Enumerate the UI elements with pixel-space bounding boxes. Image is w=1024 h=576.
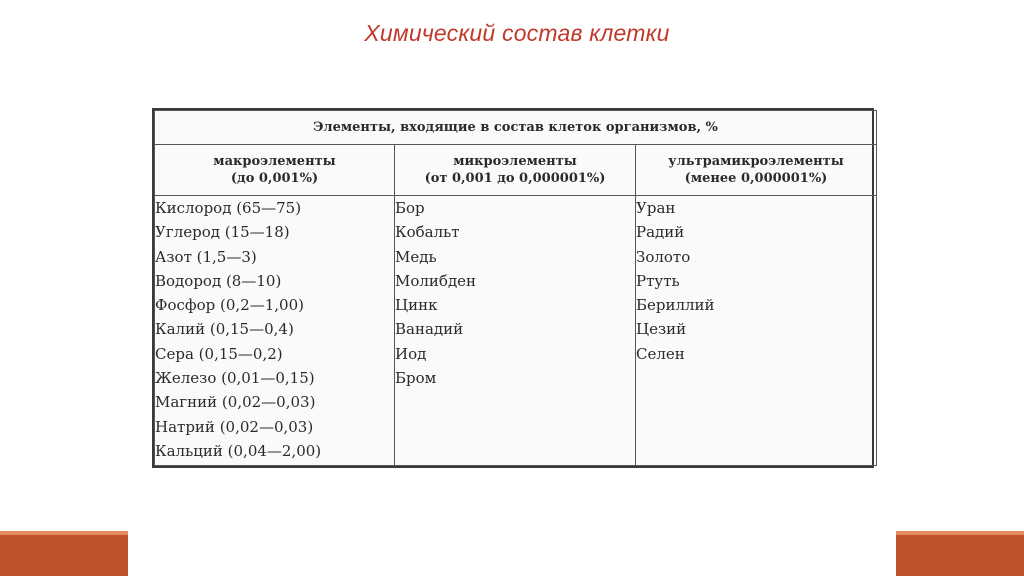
accent-stripe (0, 531, 128, 535)
accent-stripe (896, 531, 1024, 535)
list-item: Водород (8—10) (155, 271, 282, 290)
list-item: Магний (0,02—0,03) (155, 393, 316, 412)
list-item: Кальций (0,04—2,00) (155, 441, 322, 460)
list-item: Кислород (65—75) (155, 199, 302, 217)
column-header-micro (395, 145, 636, 196)
list-item: Селен (636, 344, 685, 363)
column-header-name: макроэлементы (213, 154, 336, 169)
list-item: Ртуть (636, 271, 680, 290)
list-item: Бром (395, 369, 437, 388)
list-item: Медь (395, 247, 437, 266)
list-item: Золото (636, 247, 691, 266)
table-header-row (155, 145, 877, 196)
elements-table (154, 110, 877, 466)
accent-bar-left (0, 531, 128, 576)
list-item: Ванадий (395, 320, 464, 339)
list-item: Цезий (636, 320, 687, 339)
table-body-row (155, 196, 877, 466)
table-caption-row (155, 111, 877, 145)
list-item: Калий (0,15—0,4) (155, 320, 294, 339)
list-item: Бор (395, 199, 425, 217)
column-header-ultramicro (636, 145, 877, 196)
list-item: Кобальт (395, 223, 460, 242)
list-item: Сера (0,15—0,2) (155, 344, 283, 363)
list-item: Молибден (395, 271, 477, 290)
column-header-range: (менее 0,000001%) (684, 171, 828, 186)
list-item: Фосфор (0,2—1,00) (155, 296, 304, 315)
list-item: Иод (395, 344, 427, 363)
accent-bar-right (896, 531, 1024, 576)
list-item: Бериллий (636, 296, 715, 315)
list-item: Уран (636, 199, 676, 217)
list-item: Железо (0,01—0,15) (155, 369, 315, 388)
table-caption: Элементы, входящие в состав клеток организмов, % (155, 111, 877, 145)
slide-title: Химический состав клетки (364, 20, 670, 46)
column-header-range: (до 0,001%) (230, 171, 319, 186)
column-header-name: ультрамикроэлементы (668, 154, 844, 169)
elements-table-frame (152, 108, 874, 468)
list-item: Натрий (0,02—0,03) (155, 417, 314, 436)
micro-column (395, 196, 636, 466)
ultramicro-column (636, 196, 877, 466)
macro-column (155, 196, 395, 466)
column-header-macro (155, 145, 395, 196)
column-header-name: микроэлементы (453, 154, 577, 169)
list-item: Углерод (15—18) (155, 223, 290, 242)
list-item: Радий (636, 223, 685, 242)
column-header-range: (от 0,001 до 0,000001%) (424, 171, 606, 186)
list-item: Цинк (395, 296, 438, 315)
list-item: Азот (1,5—3) (155, 247, 257, 266)
